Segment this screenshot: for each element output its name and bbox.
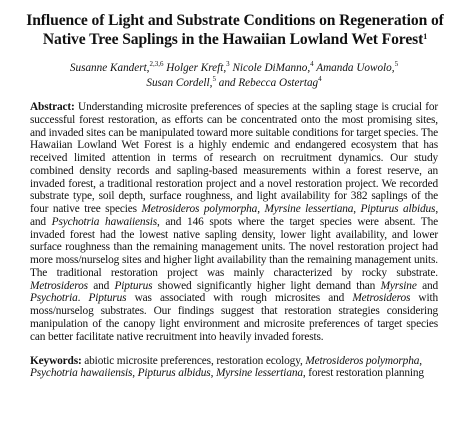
abstract-text: was associated with rough microsites and	[126, 292, 353, 305]
abstract-paragraph	[30, 101, 438, 343]
author-name: and Rebecca Ostertag	[215, 76, 319, 89]
species-name: Pipturus albidus	[137, 367, 211, 380]
keywords-text: ,	[419, 354, 422, 367]
author-name: Nicole DiManno,	[229, 62, 311, 74]
abstract-text: ,	[353, 203, 361, 215]
species-name: Psychotria hawaiiensis	[51, 215, 157, 228]
species-name: Metrosideros	[352, 292, 411, 305]
author-name: Holger Kreft,	[163, 62, 227, 74]
abstract-text: , and 146 spots where the target species were absent. The invaded forest had the lowest native sapling density, lower light availability, and lower surface roughness than the remaining management units. The novel restoration project had more moss/nurselog sites and higher light availability than the remaining management units. The traditional restoration project was mainly characterized by rocky substrate.	[30, 215, 438, 279]
author-affiliation: 5	[394, 60, 399, 68]
species-name: Pipturus	[114, 279, 153, 292]
species-name: Pipturus	[88, 292, 127, 305]
author-name: Amanda Uowolo,	[313, 62, 395, 74]
paper-title	[26, 12, 444, 49]
title-line-2: Native Tree Saplings in the Hawaiian Lowland Wet Forest	[42, 30, 424, 48]
species-name: Psychotria	[30, 292, 78, 305]
author-name: Susanne Kandert,	[69, 62, 150, 74]
species-name: Metrosideros polymorpha	[305, 354, 420, 367]
title-footnote-marker: 1	[423, 31, 428, 41]
keywords-text: ,	[210, 367, 216, 380]
abstract-label: Abstract:	[30, 101, 75, 113]
species-name: Psychotria hawaiiensis	[30, 367, 133, 380]
author-list	[30, 61, 438, 90]
keywords-paragraph	[30, 355, 438, 381]
abstract-text: .	[77, 292, 89, 305]
abstract-text: and	[87, 279, 115, 292]
keywords-label: Keywords:	[30, 354, 82, 367]
author-name: Susan Cordell,	[146, 76, 213, 89]
abstract-text: and	[416, 279, 438, 292]
species-name: Myrsine lessertiana	[264, 203, 354, 215]
species-name: Pipturus albidus	[360, 203, 436, 215]
keywords-text: , forest restoration planning	[302, 367, 424, 380]
species-name: Metrosideros polymorpha	[141, 203, 258, 215]
keywords-text: ,	[132, 367, 138, 380]
author-affiliation: 4	[318, 74, 322, 83]
author-affiliation: 3	[226, 60, 230, 68]
abstract-text: ,	[257, 203, 265, 215]
species-name: Myrsine lessertiana	[215, 367, 303, 380]
abstract-text: Understanding microsite preferences of species at the sapling stage is crucial for successful forest restoration, as efforts can be concentrated onto the most promising sites, and invaded sites can be manipulated toward more suitable conditions for target species. The Hawaiian Lowland Wet Forest is a highly endemic and endangered ecosystem that has received limited attention in terms of research on recruitment dynamics. Our study combined density records and sapling-based measurements within a forest reserve, an invaded forest, a traditional restoration project and a novel restoration project. We recorded substrate type, soil depth, surface roughness, and light availability for 382 saplings of the four native tree species	[30, 101, 438, 215]
author-affiliation: 2,3,6	[149, 60, 164, 68]
abstract-text: with moss/nurselog substrates. Our findings suggest that restoration strategies considering manipulation of the canopy light environment and microsite preferences of target species can better facilitate native recruitment into heavily invaded forests.	[30, 292, 438, 343]
author-affiliation: 5	[212, 74, 216, 83]
abstract-text: showed significantly higher light demand than	[152, 279, 381, 292]
species-name: Metrosideros	[30, 279, 88, 292]
keywords-text: abiotic microsite preferences, restoration ecology,	[81, 354, 306, 367]
author-affiliation: 4	[310, 60, 314, 68]
species-name: Myrsine	[380, 279, 417, 292]
abstract-text: , and	[30, 203, 439, 228]
title-line-1: Influence of Light and Substrate Conditions on Regeneration of	[26, 12, 444, 29]
